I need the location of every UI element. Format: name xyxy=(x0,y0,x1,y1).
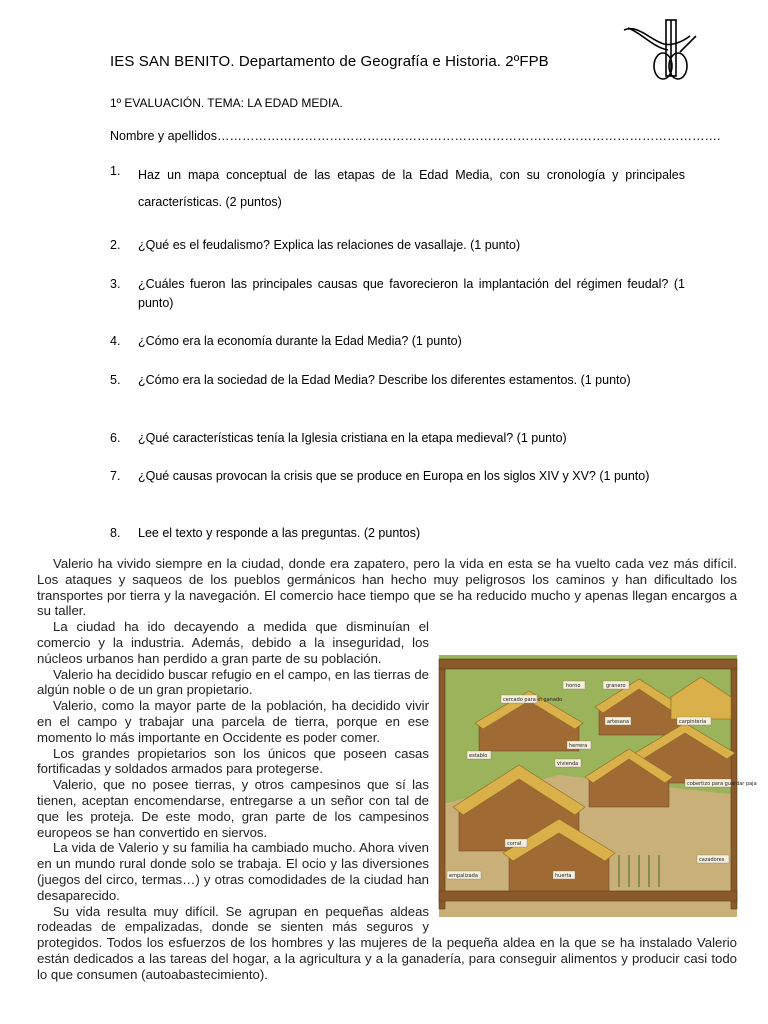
question-number: 7. xyxy=(110,469,121,483)
label-empalizada: empalizada xyxy=(449,873,478,880)
question-number: 6. xyxy=(110,431,121,445)
name-field-line[interactable]: Nombre y apellidos…………………………………………………………………………………………………………. xyxy=(110,129,721,143)
question-8 xyxy=(110,524,685,543)
reading-paragraph: Valerio ha decidido buscar refugio en el campo, en las tierras de algún noble o de un gran propietario. xyxy=(37,666,429,698)
label-cazadores: cazadores xyxy=(699,857,725,864)
label-herrera: herrera xyxy=(569,743,588,750)
reading-paragraph: La vida de Valerio y su familia ha cambiado mucho. Ahora viven en un mundo rural donde solo se trabaja. El ocio y las diversiones (juegos del circo, termas…) y otras comodidades de la ciudad han desaparecido. xyxy=(37,840,429,903)
question-number: 1. xyxy=(110,164,121,178)
reading-paragraph: Valerio, que no posee tierras, y otros campesinos que sí las tienen, aceptan encomendarse, entregarse a un señor con tal de que les proteja. De este modo, gran parte de los campesinos europeos se han convertido en siervos. xyxy=(37,777,429,840)
label-huerta: huerta xyxy=(555,873,572,880)
question-5 xyxy=(110,371,685,390)
question-number: 4. xyxy=(110,334,121,348)
question-text: Lee el texto y responde a las preguntas. (2 puntos) xyxy=(138,526,421,540)
label-establo: establo xyxy=(469,753,488,760)
village-picture xyxy=(439,655,757,917)
question-1 xyxy=(110,162,685,216)
question-text: ¿Qué es el feudalismo? Explica las relaciones de vasallaje. (1 punto) xyxy=(138,238,521,252)
question-number: 3. xyxy=(110,277,121,291)
label-horno: horno xyxy=(566,683,581,690)
question-4 xyxy=(110,332,685,351)
label-cobertizo: cobertizo para guardar paja xyxy=(687,781,757,788)
question-text: ¿Qué características tenía la Iglesia cristiana en la etapa medieval? (1 punto) xyxy=(138,431,567,445)
exam-subtitle: 1º EVALUACIÓN. TEMA: LA EDAD MEDIA. xyxy=(110,96,343,110)
label-vivienda: vivienda xyxy=(557,761,579,768)
question-number: 8. xyxy=(110,526,121,540)
question-7 xyxy=(110,467,685,486)
question-text: ¿Cómo era la economía durante la Edad Media? (1 punto) xyxy=(138,334,462,348)
label-corral: corral xyxy=(507,841,522,848)
label-artesana: artesana xyxy=(607,719,630,726)
question-text: ¿Cómo era la sociedad de la Edad Media? Describe los diferentes estamentos. (1 punto) xyxy=(138,373,631,387)
label-granero: granero xyxy=(606,683,626,690)
reading-paragraph: La ciudad ha ido decayendo a medida que disminuían el comercio y la industria. Además, debido a la inseguridad, los núcleos urbanos han perdido a gran parte de su población. xyxy=(37,619,429,666)
school-logo-icon xyxy=(620,18,704,86)
reading-paragraph: Su vida resulta muy difícil. Se agrupan en pequeñas aldeas rodeadas de empalizadas, donde se sienten más seguros y protegidos. Todos los esfuerzos de los hombres y las mujeres de la pequeña aldea en la que se ha instalado Valerio están dedicados a las tareas del hogar, a la agricultura y a la ganadería, para conseguir alimentos y producir casi todo lo que consumen (autoabastecimiento). xyxy=(37,903,737,982)
question-text: ¿Cuáles fueron las principales causas que favorecieron la implantación del régimen feudal? (1 punto) xyxy=(138,277,685,310)
label-carpinteria: carpintería xyxy=(679,719,707,726)
medieval-village-illustration xyxy=(439,655,757,917)
page-title: IES SAN BENITO. Departamento de Geografía e Historia. 2ºFPB xyxy=(110,53,549,70)
label-cercado: cercado para el ganado xyxy=(503,697,563,704)
reading-paragraph: Los grandes propietarios son los únicos que poseen casas fortificadas y soldados armados para protegerse. xyxy=(37,745,429,777)
question-text: Haz un mapa conceptual de las etapas de la Edad Media, con su cronología y principales características. (2 puntos) xyxy=(138,168,685,209)
question-3 xyxy=(110,275,685,313)
reading-passage xyxy=(37,556,757,983)
reading-paragraph: Valerio ha vivido siempre en la ciudad, donde era zapatero, pero la vida en esta se ha vuelto cada vez más difícil. Los ataques y saqueos de los pueblos germánicos han hecho muy peligrosos los caminos y han dificultado los transportes por tierra y la navegación. El comercio hace tiempo que se ha reducido mucho y apenas llegan encargos a su taller. xyxy=(37,556,737,619)
question-text: ¿Qué causas provocan la crisis que se produce en Europa en los siglos XIV y XV? (1 punto) xyxy=(138,469,650,483)
question-number: 2. xyxy=(110,238,121,252)
question-2 xyxy=(110,236,685,255)
question-number: 5. xyxy=(110,373,121,387)
question-6 xyxy=(110,429,685,448)
reading-paragraph: Valerio, como la mayor parte de la población, ha decidido vivir en el campo y trabajar una parcela de tierra, porque en ese momento lo más importante en Occidente es poder comer. xyxy=(37,698,429,745)
